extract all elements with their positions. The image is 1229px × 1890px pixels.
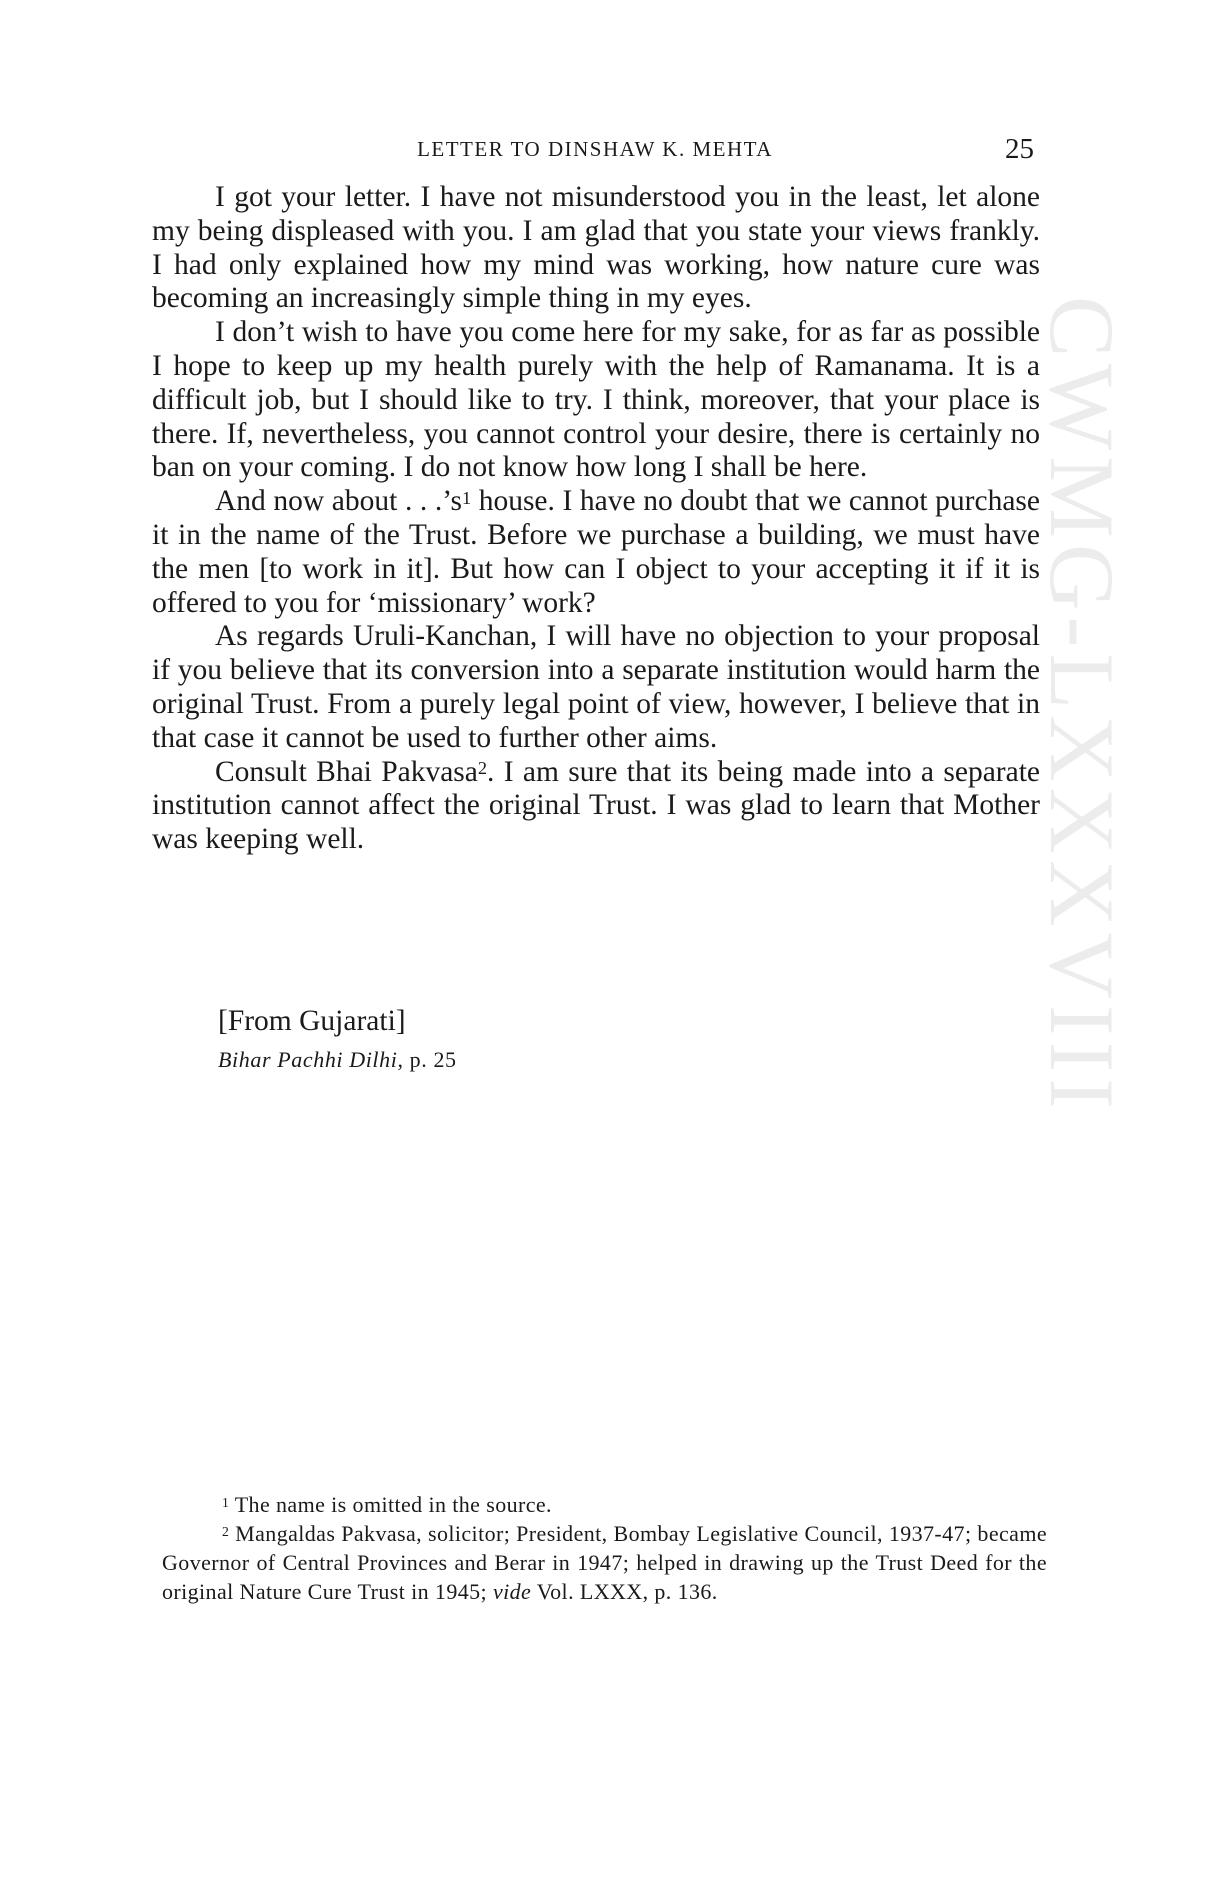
- paragraph: As regards Uruli-Kanchan, I will have no objection to your proposal if you believe that its conversion into a separate institution would harm the original Trust. From a purely legal point of view, however, I believe that in that case it cannot be used to further other aims.: [152, 620, 1040, 754]
- footnote-marker: 2: [222, 1524, 230, 1540]
- vide-abbreviation: vide: [492, 1579, 532, 1604]
- footnotes: [162, 1490, 1047, 1606]
- footnote: $^1$ The name is omitted in the source.: [222, 1492, 552, 1517]
- source-language: [From Gujarati]: [218, 1005, 406, 1037]
- page-number: 25: [1005, 133, 1034, 165]
- letter-body: [152, 181, 1040, 857]
- volume-watermark: [1031, 296, 1133, 1596]
- paragraph: And now about . . $.’s^1$ house. I have no doubt that we cannot purchase it in the name of the Trust. Before we purchase a building, we must have the men [to work in it]. But how can I object to your accepting it if it is offered to you for ‘missionary’ work?: [152, 485, 1040, 619]
- running-head: [150, 133, 1040, 163]
- citation-title: Bihar Pachhi Dilhi: [218, 1047, 398, 1072]
- paragraph: I got your letter. I have not misunderstood you in the least, let alone my being displeased with you. I am glad that you state your views frankly. I had only explained how my mind was working, how nature cure was becoming an increasingly simple thing in my eyes.: [152, 181, 1040, 315]
- paragraph: Consult Bhai Pakvasa$^2$. I am sure that its being made into a separate institution cannot affect the original Trust. I was glad to learn that Mother was keeping well.: [152, 755, 1040, 856]
- paragraph: I don’t wish to have you come here for my sake, for as far as possible I hope to keep up my health purely with the help of Ramanama. It is a difficult job, but I should like to try. I think, moreover, that your place is there. If, nevertheless, you cannot control your desire, there is certainly no ban on your coming. I do not know how long I shall be here.: [152, 316, 1040, 484]
- source-citation: [218, 1047, 918, 1073]
- running-title: LETTER TO DINSHAW K. MEHTA: [417, 137, 773, 161]
- footnote-ref: 2: [477, 758, 488, 779]
- source-note: [218, 1001, 918, 1073]
- citation-page: , p. 25: [397, 1047, 457, 1072]
- footnote-ref: 1: [461, 487, 472, 508]
- footnote: $^2$ Mangaldas Pakvasa, solicitor; President, Bombay Legislative Council, 1937-47; became Governor of Central Provinces and Berar in 1947; helped in drawing up the Trust Deed for the original Nature Cure Trust in 1945; vide Vol. LXXX, p. 136.: [162, 1521, 1047, 1604]
- footnote-marker: 1: [222, 1495, 230, 1511]
- watermark-text: CWMG-LXXXVIII: [1031, 296, 1133, 1115]
